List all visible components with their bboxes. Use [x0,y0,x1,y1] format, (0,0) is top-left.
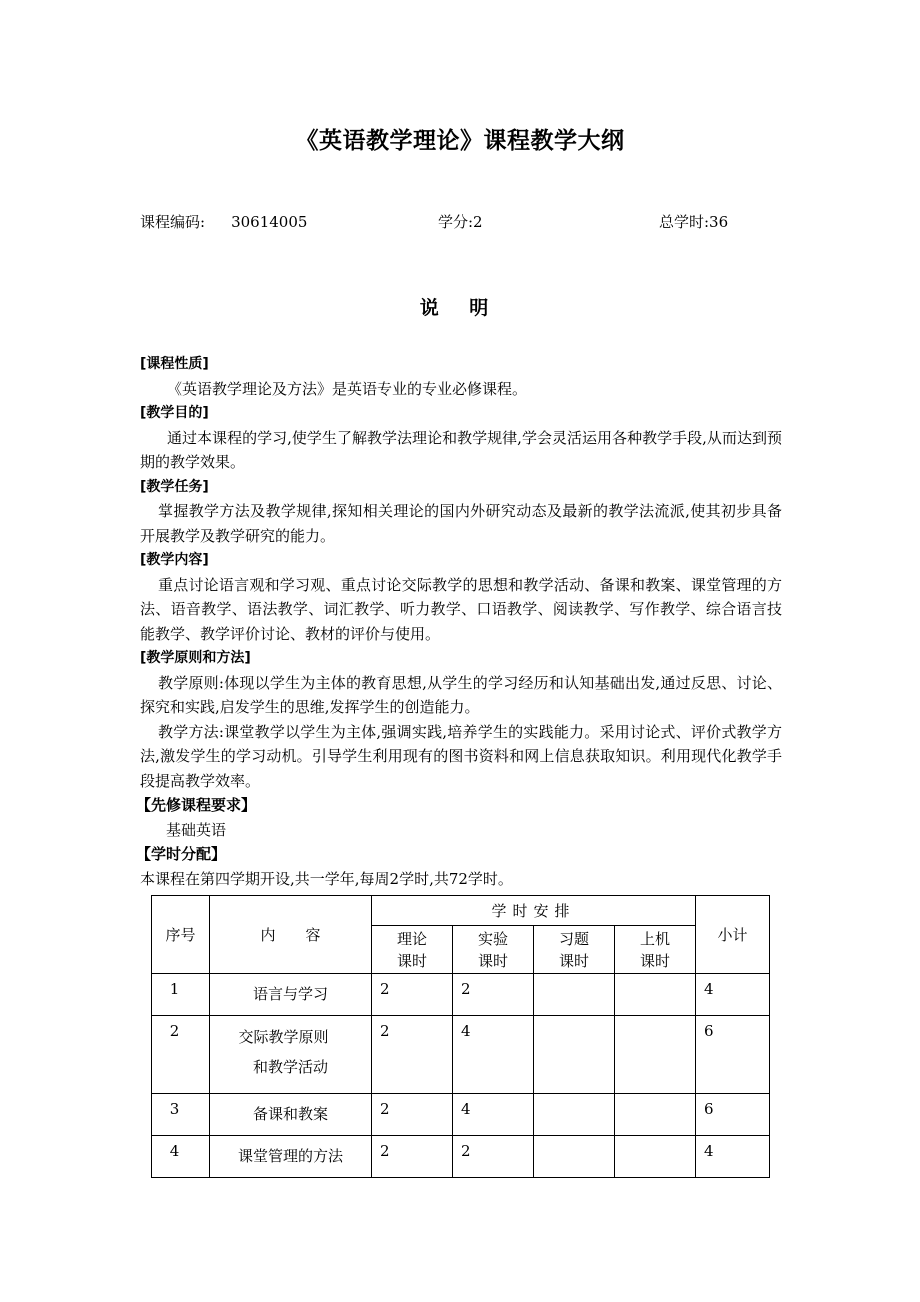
cell-seq: 2 [152,1016,210,1094]
paragraph: 基础英语 [166,820,227,839]
page-title: 《英语教学理论》课程教学大纲 [295,127,625,154]
cell-content: 语言与学习 [210,974,372,1016]
section-heading-hours: 【学时分配】 [136,845,227,863]
paragraph: 教学方法:课堂教学以学生为主体,强调实践,培养学生的实践能力。采用讨论式、评价式教学方法,激发学生的学习动机。引导学生利用现有的图书资料和网上信息获取知识。利用现代化教学手段提高教学效率。 [140,722,782,790]
cell-computer [615,1016,696,1094]
paragraph: 掌握教学方法及教学规律,探知相关理论的国内外研究动态及最新的教学法流派,使其初步具备开展教学及教学研究的能力。 [140,502,782,545]
cell-computer [615,1136,696,1178]
cell-content: 备课和教案 [210,1094,372,1136]
course-total-hours: 总学时:36 [659,213,729,231]
cell-computer [615,974,696,1016]
header-content: 内 容 [210,896,372,974]
header-schedule: 学时安排 [372,896,696,926]
paragraph: 教学原则:体现以学生为主体的教育思想,从学生的学习经历和认知基础出发,通过反思、讨论、探究和实践,启发学生的思维,发挥学生的创造能力。 [140,673,782,716]
section-heading-principles: [教学原则和方法] [140,650,251,666]
table-row [152,1094,770,1136]
cell-theory: 2 [372,974,453,1016]
header-seq: 序号 [152,896,210,974]
header-theory: 理论 课时 [372,926,453,974]
header-total: 小计 [696,896,770,974]
cell-seq: 3 [152,1094,210,1136]
course-code [140,211,307,232]
cell-exercise [534,974,615,1016]
cell-content: 课堂管理的方法 [210,1136,372,1178]
section-heading-purpose: [教学目的] [140,405,209,421]
header-exercise: 习题 课时 [534,926,615,974]
cell-lab: 4 [453,1094,534,1136]
table-row [152,974,770,1016]
cell-total: 4 [696,1136,770,1178]
section-heading-tasks: [教学任务] [140,478,209,495]
cell-seq: 1 [152,974,210,1016]
cell-total: 4 [696,974,770,1016]
cell-theory: 2 [372,1016,453,1094]
cell-lab: 2 [453,974,534,1016]
document-body [136,352,782,891]
cell-exercise [534,1016,615,1094]
cell-theory: 2 [372,1136,453,1178]
cell-seq: 4 [152,1136,210,1178]
cell-total: 6 [696,1016,770,1094]
section-heading-prerequisites: 【先修课程要求】 [136,796,257,814]
table-row [152,1136,770,1178]
table-row [152,1016,770,1094]
cell-lab: 4 [453,1016,534,1094]
header-computer: 上机 课时 [615,926,696,974]
header-lab: 实验 课时 [453,926,534,974]
cell-lab: 2 [453,1136,534,1178]
course-code-label: 课程编码: [140,213,206,231]
course-credit: 学分:2 [438,213,483,231]
paragraph: 《英语教学理论及方法》是英语专业的专业必修课程。 [167,379,528,398]
cell-exercise [534,1136,615,1178]
section-title: 说 明 [419,297,501,319]
section-heading-content: [教学内容] [140,552,209,568]
cell-total: 6 [696,1094,770,1136]
course-code-value: 30614005 [231,213,308,231]
cell-content: 交际教学原则 和教学活动 [210,1016,372,1094]
paragraph: 通过本课程的学习,使学生了解教学法理论和教学规律,学会灵活运用各种教学手段,从而达到预期的教学效果。 [140,428,782,471]
cell-theory: 2 [372,1094,453,1136]
paragraph: 重点讨论语言观和学习观、重点讨论交际教学的思想和教学活动、备课和教案、课堂管理的方法、语音教学、语法教学、词汇教学、听力教学、口语教学、阅读教学、写作教学、综合语言技能教学、教学评价讨论、教材的评价与使用。 [140,575,782,643]
hours-table [151,895,770,1178]
paragraph: 本课程在第四学期开设,共一学年,每周2学时,共72学时。 [140,869,513,888]
cell-computer [615,1094,696,1136]
cell-exercise [534,1094,615,1136]
section-heading-nature: [课程性质] [140,356,209,372]
